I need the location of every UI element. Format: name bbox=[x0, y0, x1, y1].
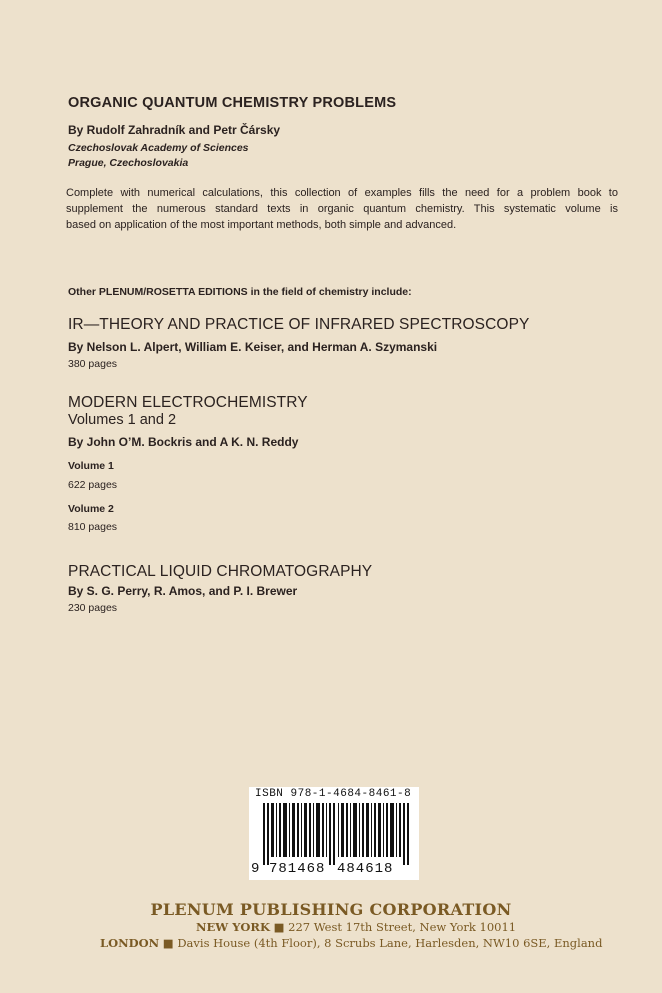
ny-city: NEW YORK bbox=[196, 920, 270, 934]
featured-description bbox=[66, 185, 618, 233]
square-bullet-icon: ■ bbox=[162, 936, 174, 950]
volume-2-pages: 810 pages bbox=[68, 521, 118, 533]
book-authors-electrochemistry: By John O’M. Bockris and A K. N. Reddy bbox=[68, 435, 299, 449]
featured-affiliation-1: Czechoslovak Academy of Sciences bbox=[68, 142, 249, 154]
ean-right-digits: 484618 bbox=[337, 861, 394, 877]
london-address: Davis House (4th Floor), 8 Scrubs Lane, Harlesden, NW10 6SE, England bbox=[177, 936, 603, 950]
other-editions-intro: Other PLENUM/ROSETTA EDITIONS in the field of chemistry include: bbox=[68, 286, 412, 298]
featured-authors: By Rudolf Zahradník and Petr Čársky bbox=[68, 123, 281, 137]
square-bullet-icon: ■ bbox=[273, 920, 285, 934]
isbn-text: ISBN 978-1-4684-8461-8 bbox=[255, 788, 412, 800]
featured-title: ORGANIC QUANTUM CHEMISTRY PROBLEMS bbox=[68, 95, 397, 111]
volume-2-label: Volume 2 bbox=[68, 503, 114, 515]
publisher-ny-line bbox=[196, 920, 516, 934]
publisher-name: PLENUM PUBLISHING CORPORATION bbox=[150, 900, 512, 919]
london-city: LONDON bbox=[100, 936, 160, 950]
description-line: supplement the numerous standard texts in organic quantum chemistry. This systematic volume is bbox=[66, 203, 618, 215]
book-subtitle-electrochemistry: Volumes 1 and 2 bbox=[68, 412, 177, 428]
ny-address: 227 West 17th Street, New York 10011 bbox=[288, 920, 517, 934]
volume-1-label: Volume 1 bbox=[68, 460, 114, 472]
book-authors-ir: By Nelson L. Alpert, William E. Keiser, and Herman A. Szymanski bbox=[68, 340, 438, 354]
book-authors-chromatography: By S. G. Perry, R. Amos, and P. I. Brewer bbox=[68, 584, 298, 598]
publisher-london-line bbox=[100, 936, 602, 950]
book-title-chromatography: PRACTICAL LIQUID CHROMATOGRAPHY bbox=[68, 563, 373, 580]
book-pages-chromatography: 230 pages bbox=[68, 602, 118, 614]
book-pages-ir: 380 pages bbox=[68, 358, 118, 370]
ean-first-digit: 9 bbox=[251, 861, 261, 877]
book-title-ir: IR—THEORY AND PRACTICE OF INFRARED SPECTROSCOPY bbox=[68, 316, 530, 333]
featured-affiliation-2: Prague, Czechoslovakia bbox=[68, 157, 189, 169]
description-line: based on application of the most important methods, both simple and advanced. bbox=[66, 219, 457, 231]
book-title-electrochemistry: MODERN ELECTROCHEMISTRY bbox=[68, 394, 308, 411]
description-line: Complete with numerical calculations, this collection of examples fills the need for a problem book to bbox=[66, 187, 618, 199]
barcode-icon bbox=[263, 803, 413, 865]
volume-1-pages: 622 pages bbox=[68, 479, 118, 491]
barcode-panel bbox=[249, 787, 419, 880]
ean-left-digits: 781468 bbox=[269, 861, 326, 877]
